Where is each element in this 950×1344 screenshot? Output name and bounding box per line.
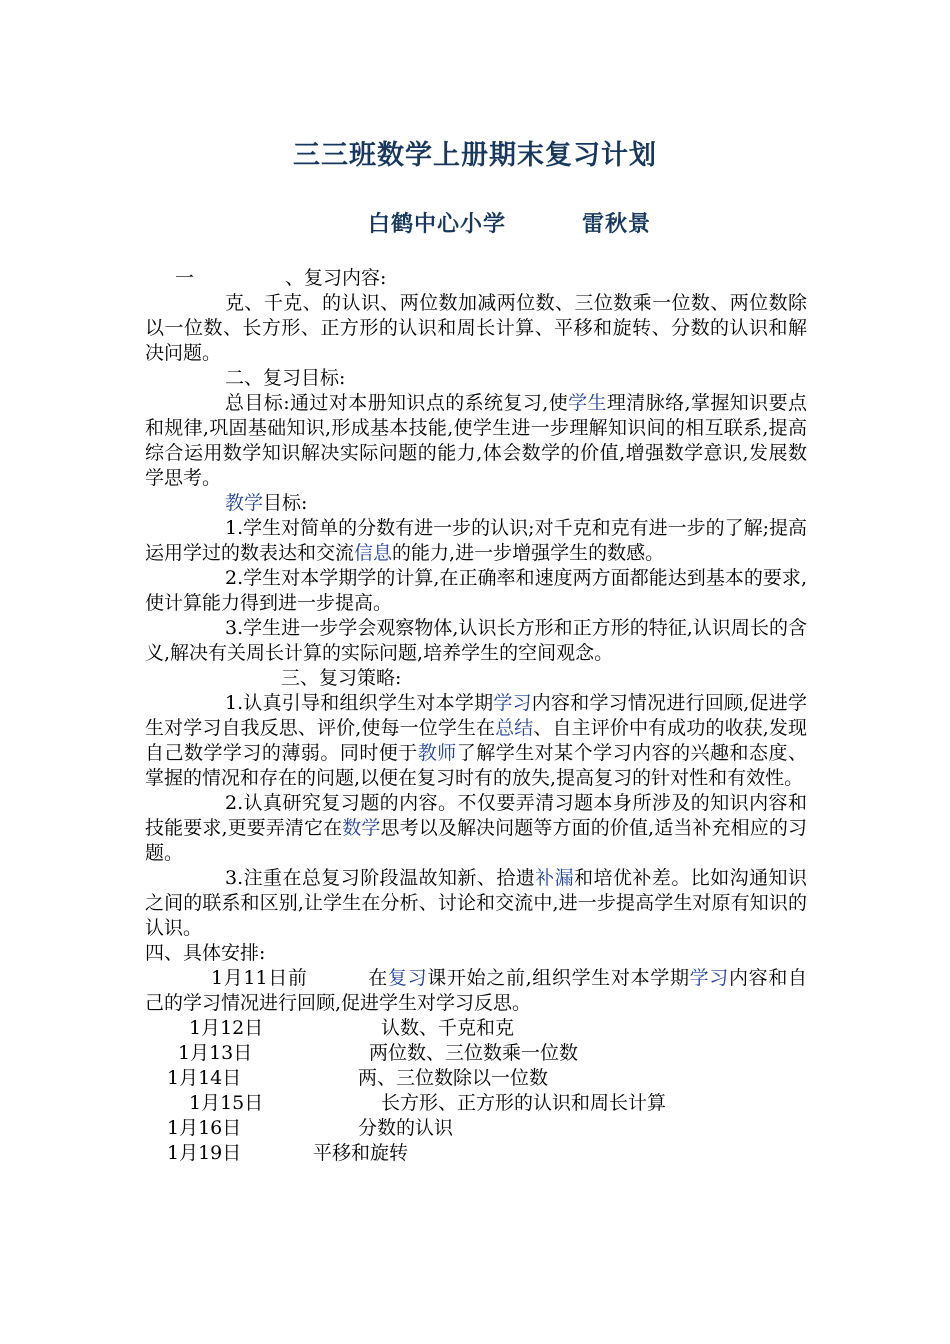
schedule-date: 1月12日 (189, 1017, 264, 1039)
schedule-date: 1月19日 (167, 1142, 242, 1164)
keyword-link[interactable]: 补漏 (535, 867, 575, 889)
schedule-row (145, 1016, 807, 1041)
author-name: 雷秋景 (582, 211, 652, 237)
strategy-text: 1.认真引导和组织学生对本学期 (225, 692, 494, 714)
section-1-paragraph: 克、千克、的认识、两位数加减两位数、三位数乘一位数、两位数除以一位数、长方形、正方形的认识和周长计算、平移和旋转、分数的认识和解决问题。 (145, 292, 807, 364)
document-body (145, 266, 807, 1166)
schedule-content: 长方形、正方形的认识和周长计算 (381, 1092, 667, 1114)
schedule-content: 两位数、三位数乘一位数 (369, 1042, 579, 1064)
schedule-content: 平移和旋转 (313, 1142, 409, 1164)
keyword-link[interactable]: 学习 (493, 692, 532, 714)
strategy-item-3 (145, 866, 807, 941)
section-3-heading: 三、复习策略: (281, 667, 402, 689)
schedule-row (145, 1091, 807, 1116)
keyword-link[interactable]: 数学 (342, 817, 381, 839)
keyword-link[interactable]: 复习 (387, 967, 428, 989)
section-4-heading: 四、具体安排: (145, 942, 266, 964)
goal-item-1-text: 1.学生对简单的分数有进一步的认识;对千克和克有进一步的了解;提高运用学过的数表达和交流 (145, 517, 807, 564)
schedule-content: 认数、千克和克 (381, 1017, 515, 1039)
schedule-date: 1月15日 (189, 1092, 264, 1114)
goal-item-2: 2.学生对本学期学的计算,在正确率和速度两方面都能达到基本的要求,使计算能力得到进一步提高。 (145, 567, 807, 614)
overall-goal-text-cont: 理清脉络,掌握知识要点和规律,巩固基础知识,形成基本技能,使学生进一步理解知识间的相互联系,提高综合运用数学知识解决实际问题的能力,体会数学的价值,增强数学意识,发展数学思考。 (145, 392, 807, 489)
schedule-row (145, 1066, 807, 1091)
section-1-number: 一 (175, 267, 195, 289)
keyword-link[interactable]: 信息 (354, 542, 393, 564)
schedule-date: 1月14日 (167, 1067, 242, 1089)
schedule-row (145, 1141, 807, 1166)
goal-item-1 (145, 516, 807, 566)
strategy-text: 3.注重在总复习阶段温故知新、拾遗 (225, 867, 536, 889)
keyword-link[interactable]: 学生 (568, 392, 607, 414)
teaching-goal-heading (145, 491, 807, 516)
schedule-date: 1月11日前 (211, 967, 308, 989)
strategy-text: 内容和学习情况进行回顾,促进学生对学习自我反思、评价,使每一位学生在 (145, 692, 807, 739)
schedule-text: 在 (367, 967, 388, 989)
schedule-row (145, 1041, 807, 1066)
section-1-heading-text: 、复习内容: (285, 267, 387, 289)
author-line (368, 207, 651, 238)
overall-goal-text: 总目标:通过对本册知识点的系统复习,使 (225, 392, 569, 414)
schedule-content: 两、三位数除以一位数 (358, 1067, 549, 1089)
strategy-text: 、自主评价中有成功的收获,发现自己数学学习的薄弱。同时便于 (145, 717, 807, 764)
section-2-heading: 二、复习目标: (225, 367, 346, 389)
goal-item-3: 3.学生进一步学会观察物体,认识长方形和正方形的特征,认识周长的含义,解决有关周长计算的实际问题,培养学生的空间观念。 (145, 617, 807, 664)
overall-goal-paragraph (145, 391, 807, 491)
keyword-link[interactable]: 教师 (417, 742, 457, 764)
keyword-link[interactable]: 教学 (225, 492, 264, 514)
strategy-item-1 (145, 691, 807, 791)
keyword-link[interactable]: 总结 (495, 717, 534, 739)
teaching-goal-label: 目标: (263, 492, 308, 514)
schedule-date: 1月16日 (167, 1117, 242, 1139)
school-name: 白鹤中心小学 (368, 211, 507, 237)
schedule-text: 课开始之前,组织学生对本学期 (427, 967, 690, 989)
schedule-row (145, 1116, 807, 1141)
goal-item-1-text-cont: 的能力,进一步增强学生的数感。 (392, 542, 665, 564)
keyword-link[interactable]: 学习 (689, 967, 729, 989)
schedule-date: 1月13日 (178, 1042, 253, 1064)
strategy-text: 了解学生对某个学习内容的兴趣和态度、掌握的情况和存在的问题,以便在复习时有的放失,提高复习的针对性和有效性。 (145, 742, 807, 789)
strategy-text: 和培优补差。比如沟通知识之间的联系和区别,让学生在分析、讨论和交流中,进一步提高学生对原有知识的认识。 (145, 867, 807, 939)
schedule-text: 内容和自己的学习情况进行回顾,促进学生对学习反思。 (145, 967, 807, 1014)
document-title: 三三班数学上册期末复习计划 (293, 140, 657, 171)
strategy-text: 2.认真研究复习题的内容。不仅要弄清习题本身所涉及的知识内容和技能要求,更要弄清它在 (145, 792, 807, 839)
schedule-first-entry (145, 966, 807, 1016)
section-1-heading (145, 266, 807, 291)
schedule-content: 分数的认识 (358, 1117, 454, 1139)
strategy-item-2 (145, 791, 807, 866)
strategy-text: 思考以及解决问题等方面的价值,适当补充相应的习题。 (145, 817, 807, 864)
